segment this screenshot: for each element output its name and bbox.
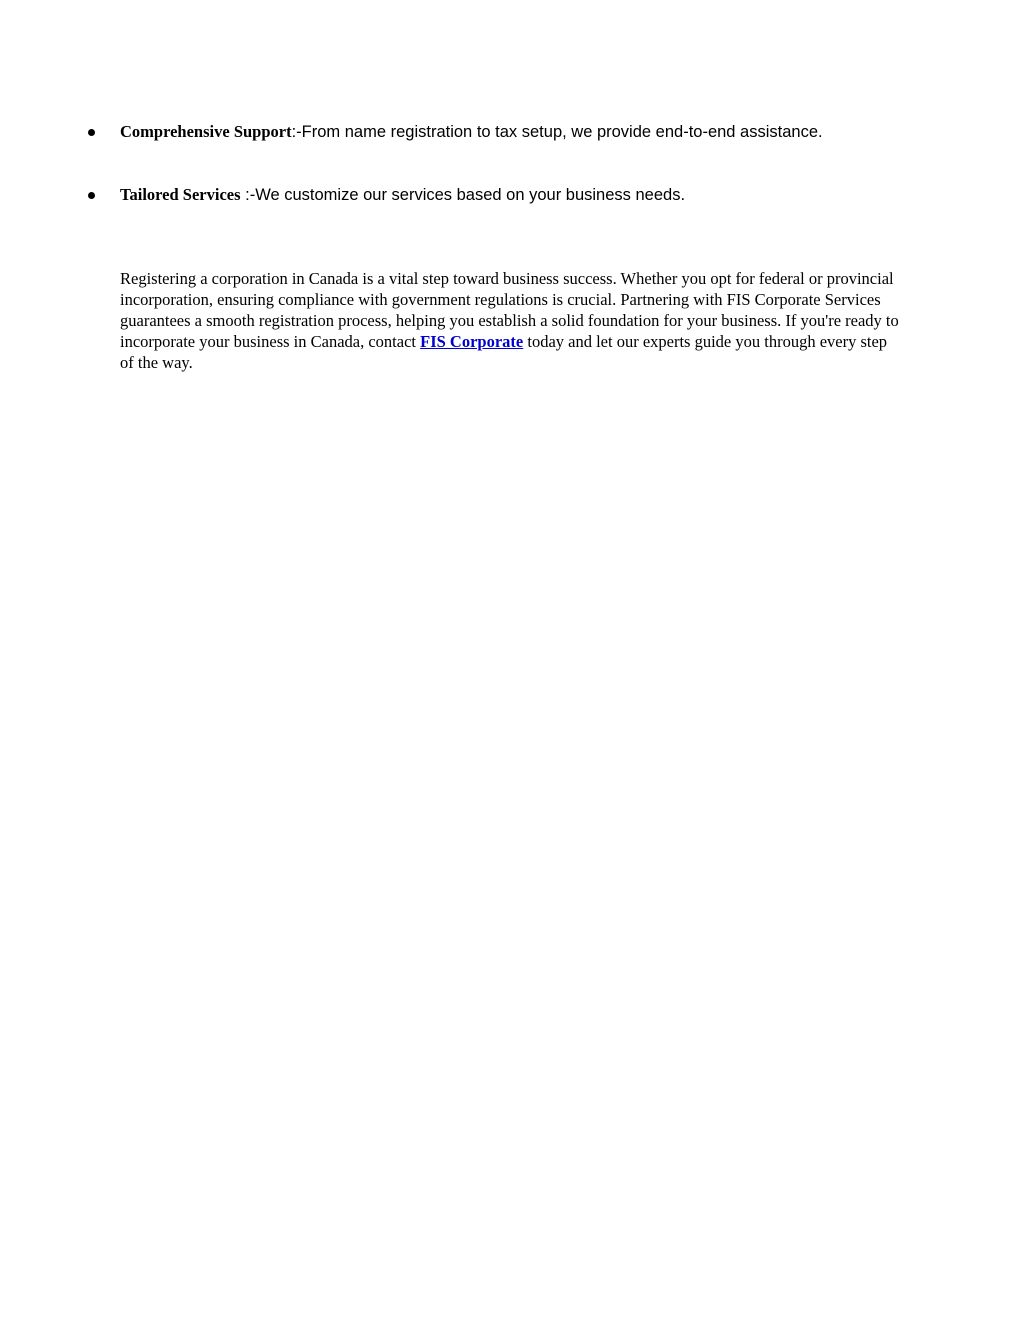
conclusion-paragraph <box>120 268 904 373</box>
bullet-text <box>120 121 825 143</box>
bullet-term: Tailored Services <box>120 185 241 204</box>
bullet-icon <box>88 192 95 199</box>
conclusion-text-end: today and let our experts guide you through every step of the way. <box>120 332 888 372</box>
bullet-description: :-From name registration to tax setup, we provide end-to-end assistance. <box>291 123 823 141</box>
conclusion-text-start: Registering a corporation in Canada is a vital step toward business success. Whether you opt for federal or provincial incorporation, ensuring compliance with government regulations is crucial. Partnering with FIS Corporate Services guarantees a smooth registration process, helping you establish a solid foundation for your business. If you're ready to incorporate your business in Canada, contact <box>120 269 899 351</box>
fis-corporate-link[interactable]: FIS Corporate <box>420 332 524 351</box>
bullet-icon <box>88 129 95 136</box>
bullet-text <box>120 184 825 206</box>
bullet-description: :-We customize our services based on your business needs. <box>240 186 686 204</box>
bullet-term: Comprehensive Support <box>120 122 292 141</box>
